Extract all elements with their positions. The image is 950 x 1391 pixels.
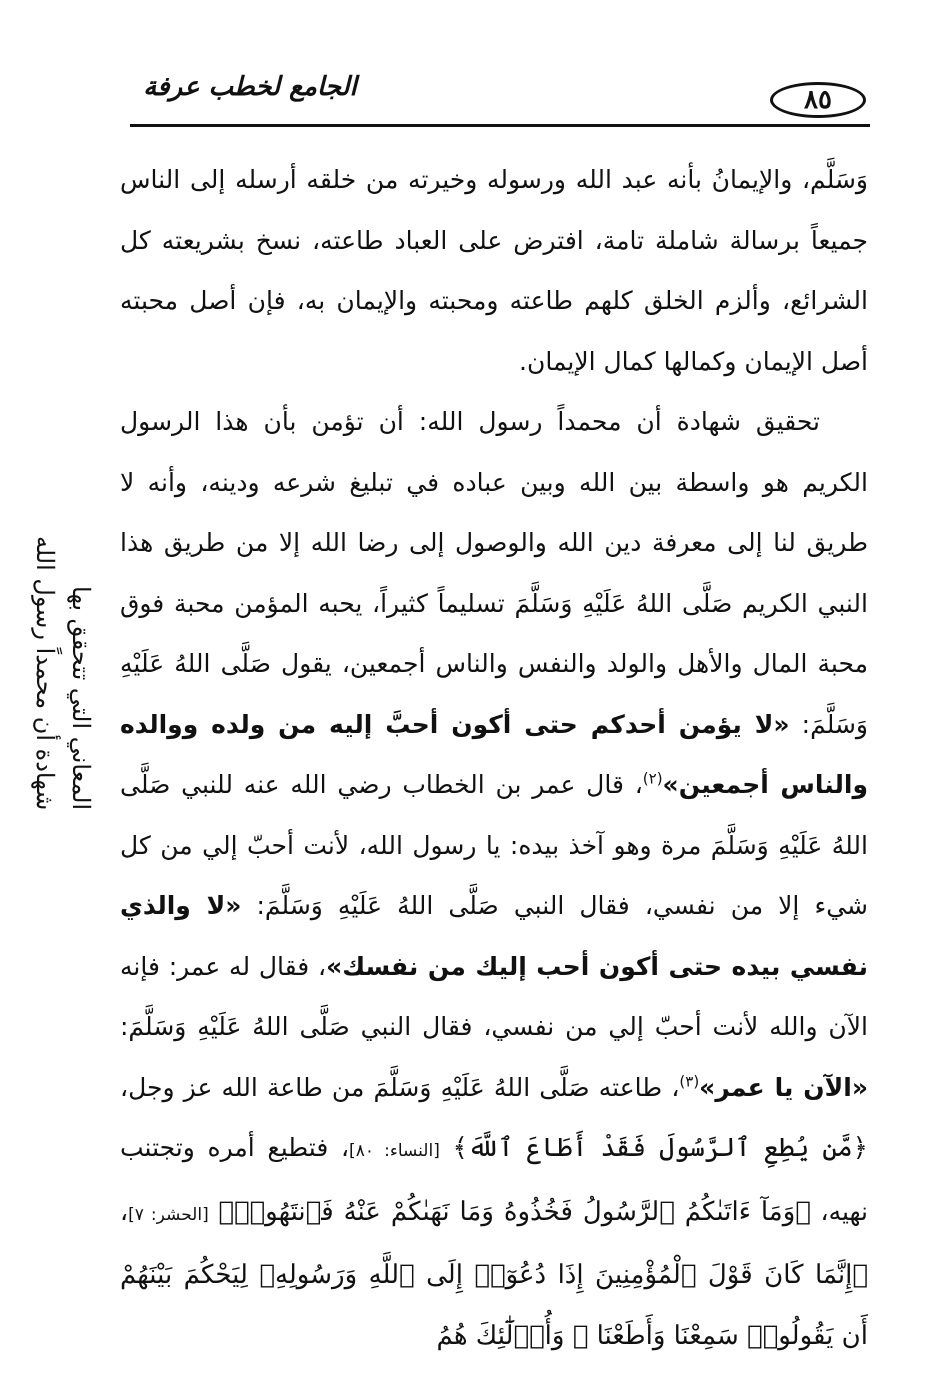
- header-rule: [130, 124, 870, 127]
- text-segment: ، طاعته صَلَّى اللهُ عَلَيْهِ وَسَلَّمَ من طاعة الله عز وجل،: [120, 1072, 680, 1102]
- paragraph-1: وَسَلَّم، والإيمانُ بأنه عبد الله ورسوله وخيرته من خلقه أرسله إلى الناس جميعاً برسالة شاملة تامة، افترض على العباد طاعته، نسخ بشريعته كل الشرائع، وألزم الخلق كلهم طاعته ومحبته والإيمان به، فإن أصل محبته أصل الإيمان وكمالها كمال الإيمان.: [120, 165, 868, 376]
- quran-verse: ﴿مَّن يُطِعِ ٱلرَّسُولَ فَقَدْ أَطَاعَ ٱللَّهَ﴾: [452, 1133, 869, 1163]
- page-number: ٨٥: [770, 82, 866, 118]
- quran-verse: ﴿إِنَّمَا كَانَ قَوْلَ ٱلْمُؤْمِنِينَ إِذَا دُعُوٓا۟ إِلَى ٱللَّهِ وَرَسُولِهِۦ لِيَحْكُمَ بَيْنَهُمْ أَن يَقُولُوا۟ سَمِعْنَا وَأَطَعْنَا ۚ وَأُو۟لَٰٓئِكَ هُمُ: [120, 1260, 868, 1351]
- text-segment: ، فقال له عمر: فإنه الآن والله لأنت أحبّ إلي من نفسي، فقال النبي صَلَّى اللهُ عَلَيْهِ وَسَلَّمَ:: [120, 951, 868, 1041]
- hadith-quote: «الآن يا عمر»: [699, 1072, 868, 1102]
- margin-note-line-1: المعاني التي تتحقق بها: [67, 585, 95, 810]
- quran-verse: ﴿وَمَآ ءَاتَىٰكُمُ ٱلرَّسُولُ فَخُذُوهُ وَمَا نَهَىٰكُمْ عَنْهُ فَٱنتَهُوا۟﴾: [218, 1196, 811, 1227]
- footnote-marker: (٢): [642, 769, 663, 788]
- text-segment: ،: [120, 1196, 129, 1226]
- paragraph-2: [120, 392, 868, 1366]
- page-header: [130, 70, 870, 126]
- hadith-quote: «لا والذي نفسي بيده حتى أكون أحب إليك من نفسك»: [120, 891, 868, 981]
- main-text: [120, 150, 868, 1366]
- text-segment: ، قال عمر بن الخطاب رضي الله عنه للنبي صَلَّى اللهُ عَلَيْهِ وَسَلَّمَ مرة وهو آخذ بيده: يا رسول الله، لأنت أحبّ إلي من كل شيء إلا من نفسي، فقال النبي صَلَّى اللهُ عَلَيْهِ وَسَلَّمَ:: [120, 770, 868, 920]
- book-title: الجامع لخطب عرفة: [143, 72, 357, 102]
- text-segment: تحقيق شهادة أن محمداً رسول الله: أن تؤمن بأن هذا الرسول الكريم هو واسطة بين الله وبين عباده في تبليغ شرعه ودينه، وأنه لا طريق لنا إلى معرفة دين الله والوصول إلى رضا الله إلا من طريق هذا النبي الكريم صَلَّى اللهُ عَلَيْهِ وَسَلَّمَ تسليماً كثيراً، يحبه المؤمن محبة فوق محبة المال والأهل والولد والنفس والناس أجمعين، يقول صَلَّى اللهُ عَلَيْهِ وَسَلَّمَ:: [120, 407, 868, 739]
- margin-note-line-2: شهادة أن محمداً رسول الله: [31, 535, 59, 810]
- text-segment: ، فتطيع أمره وتجتنب نهيه،: [120, 1133, 868, 1226]
- margin-note: [8, 420, 118, 810]
- hadith-quote: «لا يؤمن أحدكم حتى أكون أحبَّ إليه من ولده ووالده والناس أجمعين»: [120, 709, 868, 799]
- verse-reference: [النساء: ٨٠]: [349, 1141, 440, 1161]
- verse-reference: [الحشر: ٧]: [128, 1204, 209, 1225]
- footnote-marker: (٣): [679, 1072, 700, 1091]
